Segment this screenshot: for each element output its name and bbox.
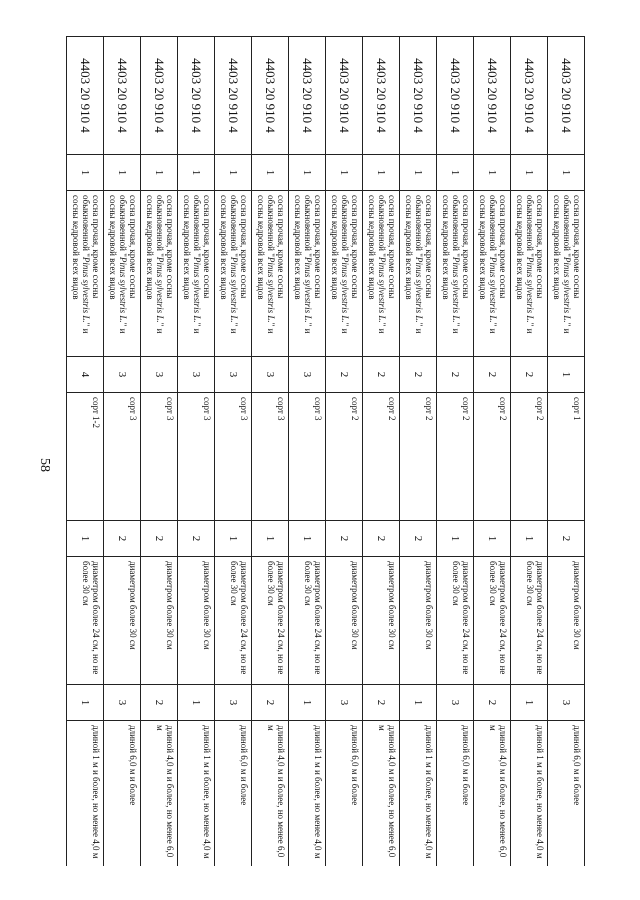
species-text-a: сосна прочая, кроме сосны обыкновенной "	[155, 195, 175, 299]
species-latin-name: Pinus sylvestris L.	[229, 256, 239, 323]
grade-cell: сорт 3	[215, 393, 252, 521]
species-text-a: сосна прочая, кроме сосны обыкновенной "	[525, 195, 545, 299]
tn-ved-code: 4403 20 910 4	[326, 37, 363, 155]
level-1-number: 1	[437, 155, 474, 191]
length-cell: длиной 4,0 м и более, но менее 6,0 м	[141, 721, 178, 867]
species-text-a: сосна прочая, кроме сосны обыкновенной "	[266, 195, 286, 299]
table-row	[511, 37, 548, 867]
table-row	[400, 37, 437, 867]
table-row	[104, 37, 141, 867]
species-latin-name: Pinus sylvestris L.	[340, 256, 350, 323]
level-2-number: 2	[363, 357, 400, 393]
level-2-number: 3	[104, 357, 141, 393]
level-3-number: 2	[104, 521, 141, 557]
species-latin-name: Pinus sylvestris L.	[488, 256, 498, 323]
tn-ved-code: 4403 20 910 4	[474, 37, 511, 155]
length-cell: длиной 1 м и более, но менее 4,0 м	[178, 721, 215, 867]
species-text-a: сосна прочая, кроме сосны обыкновенной "	[340, 195, 360, 299]
species-description	[511, 191, 548, 357]
level-2-number: 2	[474, 357, 511, 393]
diameter-cell: диаметром более 30 см	[400, 557, 437, 685]
length-cell: длиной 6,0 м и более	[437, 721, 474, 867]
diameter-cell: диаметром более 30 см	[363, 557, 400, 685]
diameter-cell: диаметром более 30 см	[326, 557, 363, 685]
diameter-cell: диаметром более 24 см, но не более 30 см	[511, 557, 548, 685]
length-cell: длиной 1 м и более, но менее 4,0 м	[67, 721, 104, 867]
species-description	[67, 191, 104, 357]
level-1-number: 1	[400, 155, 437, 191]
species-latin-name: Pinus sylvestris L.	[414, 256, 424, 323]
species-latin-name: Pinus sylvestris L.	[192, 256, 202, 323]
grade-cell: сорт 2	[474, 393, 511, 521]
page-number: 58	[37, 458, 52, 472]
level-2-number: 3	[215, 357, 252, 393]
level-3-number: 1	[289, 521, 326, 557]
species-text-b: " и сосны кедровой всех видов	[367, 195, 387, 334]
species-text-a: сосна прочая, кроме сосны обыкновенной "	[488, 195, 508, 299]
species-text-a: сосна прочая, кроме сосны обыкновенной "	[562, 195, 582, 299]
diameter-cell: диаметром более 30 см	[548, 557, 585, 685]
table-row	[548, 37, 585, 867]
species-latin-name: Pinus sylvestris L.	[562, 256, 572, 323]
tn-ved-code: 4403 20 910 4	[548, 37, 585, 155]
level-2-number: 1	[548, 357, 585, 393]
level-1-number: 1	[141, 155, 178, 191]
species-text-a: сосна прочая, кроме сосны обыкновенной "	[451, 195, 471, 299]
length-cell: длиной 4,0 м и более, но менее 6,0 м	[363, 721, 400, 867]
level-1-number: 1	[252, 155, 289, 191]
length-cell: длиной 1 м и более, но менее 4,0 м	[511, 721, 548, 867]
level-2-number: 3	[289, 357, 326, 393]
level-4-number: 3	[548, 685, 585, 721]
species-text-a: сосна прочая, кроме сосны обыкновенной "	[192, 195, 212, 299]
level-2-number: 2	[326, 357, 363, 393]
species-description	[289, 191, 326, 357]
level-1-number: 1	[548, 155, 585, 191]
species-text-a: сосна прочая, кроме сосны обыкновенной "	[377, 195, 397, 299]
length-cell: длиной 6,0 м и более	[104, 721, 141, 867]
length-cell: длиной 6,0 м и более	[215, 721, 252, 867]
level-1-number: 1	[289, 155, 326, 191]
species-text-b: " и сосны кедровой всех видов	[71, 195, 91, 334]
level-1-number: 1	[67, 155, 104, 191]
diameter-cell: диаметром более 24 см, но не более 30 см	[474, 557, 511, 685]
grade-cell: сорт 2	[363, 393, 400, 521]
species-text-b: " и сосны кедровой всех видов	[404, 195, 424, 334]
level-3-number: 1	[215, 521, 252, 557]
level-1-number: 1	[474, 155, 511, 191]
level-4-number: 3	[215, 685, 252, 721]
level-2-number: 2	[437, 357, 474, 393]
level-2-number: 4	[67, 357, 104, 393]
grade-cell: сорт 2	[326, 393, 363, 521]
species-latin-name: Pinus sylvestris L.	[451, 256, 461, 323]
length-cell: длиной 4,0 м и более, но менее 6,0 м	[474, 721, 511, 867]
level-1-number: 1	[363, 155, 400, 191]
tn-ved-code: 4403 20 910 4	[511, 37, 548, 155]
species-description	[252, 191, 289, 357]
diameter-cell: диаметром более 30 см	[141, 557, 178, 685]
species-text-a: сосна прочая, кроме сосны обыкновенной "	[81, 195, 101, 299]
grade-cell: сорт 3	[289, 393, 326, 521]
level-3-number: 2	[141, 521, 178, 557]
diameter-cell: диаметром более 24 см, но не более 30 см	[252, 557, 289, 685]
level-2-number: 2	[400, 357, 437, 393]
species-text-b: " и сосны кедровой всех видов	[330, 195, 350, 334]
grade-cell: сорт 2	[400, 393, 437, 521]
table-row	[363, 37, 400, 867]
species-text-b: " и сосны кедровой всех видов	[256, 195, 276, 334]
species-text-a: сосна прочая, кроме сосны обыкновенной "	[303, 195, 323, 299]
level-3-number: 2	[178, 521, 215, 557]
level-4-number: 1	[400, 685, 437, 721]
level-3-number: 2	[400, 521, 437, 557]
species-latin-name: Pinus sylvestris L.	[525, 256, 535, 323]
level-4-number: 1	[178, 685, 215, 721]
tn-ved-code: 4403 20 910 4	[178, 37, 215, 155]
level-3-number: 1	[474, 521, 511, 557]
table-row	[326, 37, 363, 867]
species-text-b: " и сосны кедровой всех видов	[515, 195, 535, 334]
level-1-number: 1	[104, 155, 141, 191]
grade-cell: сорт 2	[437, 393, 474, 521]
length-cell: длиной 1 м и более, но менее 4,0 м	[400, 721, 437, 867]
species-description	[215, 191, 252, 357]
diameter-cell: диаметром более 24 см, но не более 30 см	[289, 557, 326, 685]
level-3-number: 1	[437, 521, 474, 557]
species-latin-name: Pinus sylvestris L.	[81, 256, 91, 323]
level-1-number: 1	[326, 155, 363, 191]
species-text-a: сосна прочая, кроме сосны обыкновенной "	[118, 195, 138, 299]
species-text-b: " и сосны кедровой всех видов	[145, 195, 165, 334]
level-4-number: 1	[289, 685, 326, 721]
species-description	[474, 191, 511, 357]
diameter-cell: диаметром более 30 см	[178, 557, 215, 685]
species-description	[104, 191, 141, 357]
tn-ved-code: 4403 20 910 4	[104, 37, 141, 155]
species-latin-name: Pinus sylvestris L.	[266, 256, 276, 323]
level-3-number: 1	[511, 521, 548, 557]
length-cell: длиной 1 м и более, но менее 4,0 м	[289, 721, 326, 867]
level-4-number: 2	[252, 685, 289, 721]
species-text-a: сосна прочая, кроме сосны обыкновенной "	[229, 195, 249, 299]
tn-ved-code: 4403 20 910 4	[400, 37, 437, 155]
level-2-number: 2	[511, 357, 548, 393]
grade-cell: сорт 3	[141, 393, 178, 521]
length-cell: длиной 4,0 м и более, но менее 6,0 м	[252, 721, 289, 867]
diameter-cell: диаметром более 24 см, но не более 30 см	[215, 557, 252, 685]
species-description	[437, 191, 474, 357]
diameter-cell: диаметром более 24 см, но не более 30 см	[67, 557, 104, 685]
species-latin-name: Pinus sylvestris L.	[155, 256, 165, 323]
level-4-number: 3	[326, 685, 363, 721]
level-3-number: 2	[548, 521, 585, 557]
diameter-cell: диаметром более 24 см, но не более 30 см	[437, 557, 474, 685]
classification-table	[66, 36, 585, 866]
level-1-number: 1	[178, 155, 215, 191]
level-2-number: 3	[178, 357, 215, 393]
species-text-b: " и сосны кедровой всех видов	[441, 195, 461, 334]
length-cell: длиной 6,0 м и более	[548, 721, 585, 867]
tn-ved-code: 4403 20 910 4	[141, 37, 178, 155]
grade-cell: сорт 2	[511, 393, 548, 521]
species-text-a: сосна прочая, кроме сосны обыкновенной "	[414, 195, 434, 299]
level-3-number: 2	[326, 521, 363, 557]
table-row	[252, 37, 289, 867]
species-description	[400, 191, 437, 357]
species-latin-name: Pinus sylvestris L.	[377, 256, 387, 323]
level-4-number: 2	[363, 685, 400, 721]
grade-cell: сорт 1	[548, 393, 585, 521]
length-cell: длиной 6,0 м и более	[326, 721, 363, 867]
species-text-b: " и сосны кедровой всех видов	[478, 195, 498, 334]
table-body	[67, 37, 585, 867]
table-row	[437, 37, 474, 867]
level-1-number: 1	[511, 155, 548, 191]
level-3-number: 2	[363, 521, 400, 557]
table-row	[289, 37, 326, 867]
table-row	[474, 37, 511, 867]
grade-cell: сорт 3	[104, 393, 141, 521]
level-4-number: 1	[67, 685, 104, 721]
document-table-area	[66, 36, 585, 866]
tn-ved-code: 4403 20 910 4	[289, 37, 326, 155]
rotated-table-container	[66, 36, 585, 866]
species-latin-name: Pinus sylvestris L.	[118, 256, 128, 323]
level-4-number: 3	[104, 685, 141, 721]
grade-cell: сорт 3	[252, 393, 289, 521]
level-2-number: 3	[141, 357, 178, 393]
species-latin-name: Pinus sylvestris L.	[303, 256, 313, 323]
table-row	[178, 37, 215, 867]
species-text-b: " и сосны кедровой всех видов	[293, 195, 313, 334]
tn-ved-code: 4403 20 910 4	[363, 37, 400, 155]
level-4-number: 3	[437, 685, 474, 721]
level-4-number: 1	[511, 685, 548, 721]
species-text-b: " и сосны кедровой всех видов	[182, 195, 202, 334]
species-text-b: " и сосны кедровой всех видов	[108, 195, 128, 334]
table-row	[141, 37, 178, 867]
level-2-number: 3	[252, 357, 289, 393]
level-4-number: 2	[474, 685, 511, 721]
tn-ved-code: 4403 20 910 4	[215, 37, 252, 155]
diameter-cell: диаметром более 30 см	[104, 557, 141, 685]
grade-cell: сорт 1-2	[67, 393, 104, 521]
level-3-number: 1	[252, 521, 289, 557]
species-description	[363, 191, 400, 357]
species-description	[548, 191, 585, 357]
grade-cell: сорт 3	[178, 393, 215, 521]
species-text-b: " и сосны кедровой всех видов	[219, 195, 239, 334]
tn-ved-code: 4403 20 910 4	[252, 37, 289, 155]
species-description	[178, 191, 215, 357]
species-text-b: " и сосны кедровой всех видов	[552, 195, 572, 334]
table-row	[215, 37, 252, 867]
level-4-number: 2	[141, 685, 178, 721]
level-1-number: 1	[215, 155, 252, 191]
table-row	[67, 37, 104, 867]
tn-ved-code: 4403 20 910 4	[67, 37, 104, 155]
level-3-number: 1	[67, 521, 104, 557]
species-description	[326, 191, 363, 357]
species-description	[141, 191, 178, 357]
tn-ved-code: 4403 20 910 4	[437, 37, 474, 155]
